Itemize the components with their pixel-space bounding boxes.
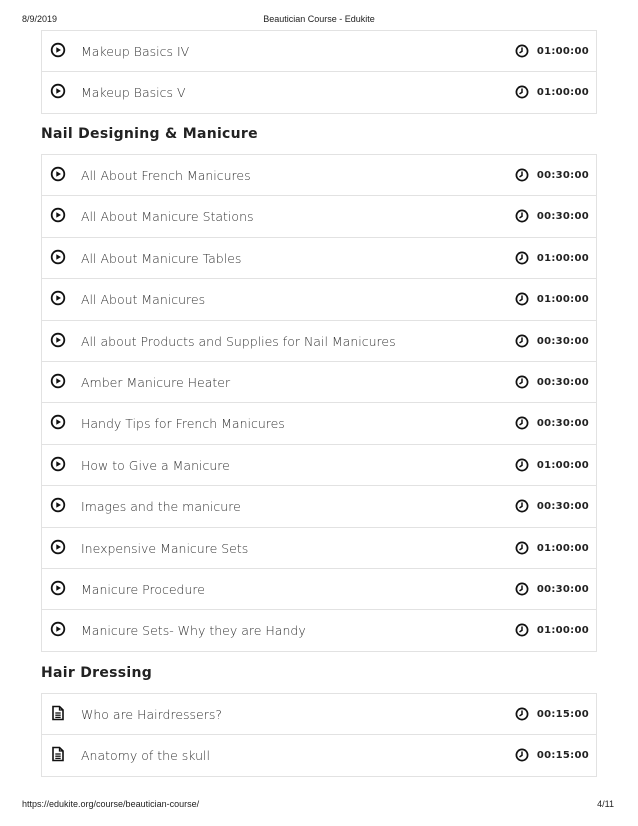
lesson-duration: 00:30:00 — [536, 418, 589, 430]
print-title: Beautician Course - Edukite — [263, 14, 375, 24]
lesson-row[interactable] — [42, 694, 596, 735]
document-icon — [50, 746, 66, 762]
clock-icon — [515, 44, 529, 58]
lesson-duration: 01:00:00 — [536, 625, 589, 637]
print-header — [0, 14, 638, 28]
lesson-row[interactable] — [42, 72, 596, 113]
clock-icon — [515, 582, 529, 596]
play-circle-icon — [50, 456, 66, 472]
lesson-duration: 01:00:00 — [536, 87, 589, 99]
play-circle-icon — [50, 290, 66, 306]
lesson-row[interactable] — [42, 238, 596, 279]
lesson-row[interactable] — [42, 155, 596, 196]
lesson-row[interactable] — [42, 279, 596, 320]
lesson-row[interactable] — [42, 403, 596, 444]
play-circle-icon — [50, 580, 66, 596]
play-circle-icon — [50, 249, 66, 265]
lesson-title[interactable]: All About French Manicures — [81, 168, 251, 183]
lesson-title[interactable]: All About Manicure Stations — [81, 209, 254, 225]
lesson-duration: 00:30:00 — [536, 501, 589, 513]
lesson-title[interactable]: Handy Tips for French Manicures — [81, 416, 285, 432]
lesson-duration: 00:15:00 — [536, 750, 589, 762]
document-icon — [50, 705, 66, 721]
print-footer — [0, 799, 638, 813]
lesson-row[interactable] — [42, 610, 596, 651]
lesson-duration: 01:00:00 — [536, 459, 589, 471]
clock-icon — [515, 209, 529, 223]
lesson-row[interactable] — [42, 321, 596, 362]
lesson-title[interactable]: All about Products and Supplies for Nail Manicures — [81, 333, 396, 349]
clock-icon — [515, 168, 529, 182]
lesson-row[interactable] — [42, 445, 596, 486]
clock-icon — [515, 334, 529, 348]
lesson-row[interactable] — [42, 735, 596, 776]
play-circle-icon — [50, 166, 66, 182]
clock-icon — [515, 375, 529, 389]
lesson-title[interactable]: Manicure Sets- Why they are Handy — [81, 623, 306, 639]
section-heading: Hair Dressing — [41, 665, 153, 681]
clock-icon — [515, 707, 529, 721]
print-date: 8/9/2019 — [22, 14, 58, 24]
lesson-row[interactable] — [42, 486, 596, 527]
lesson-row[interactable] — [42, 31, 596, 72]
lesson-list — [41, 30, 597, 114]
play-circle-icon — [50, 42, 66, 58]
clock-icon — [515, 458, 529, 472]
lesson-row[interactable] — [42, 196, 596, 237]
lesson-title[interactable]: Makeup Basics V — [81, 85, 186, 101]
play-circle-icon — [50, 414, 66, 430]
play-circle-icon — [50, 373, 66, 389]
lesson-duration: 01:00:00 — [536, 542, 589, 554]
lesson-title[interactable]: Who are Hairdressers? — [81, 707, 223, 722]
clock-icon — [515, 251, 529, 265]
lesson-duration: 00:30:00 — [536, 583, 589, 595]
lesson-duration: 01:00:00 — [536, 294, 589, 306]
clock-icon — [515, 748, 529, 762]
lesson-duration: 00:30:00 — [536, 170, 589, 181]
lesson-duration: 00:30:00 — [536, 335, 589, 347]
print-url: https://edukite.org/course/beautician-course/ — [22, 799, 200, 809]
page-number: 4/11 — [597, 799, 614, 809]
clock-icon — [515, 85, 529, 99]
clock-icon — [515, 541, 529, 555]
play-circle-icon — [50, 83, 66, 99]
play-circle-icon — [50, 539, 66, 555]
lesson-title[interactable]: Anatomy of the skull — [81, 748, 210, 764]
lesson-title[interactable]: Manicure Procedure — [81, 581, 205, 597]
clock-icon — [515, 416, 529, 430]
lesson-title[interactable]: Makeup Basics IV — [81, 44, 190, 59]
lesson-title[interactable]: All About Manicures — [81, 292, 206, 308]
play-circle-icon — [50, 332, 66, 348]
lesson-title[interactable]: Inexpensive Manicure Sets — [81, 540, 249, 556]
play-circle-icon — [50, 621, 66, 637]
play-circle-icon — [50, 207, 66, 223]
lesson-duration: 00:30:00 — [536, 211, 589, 223]
lesson-title[interactable]: How to Give a Manicure — [81, 457, 230, 473]
lesson-title[interactable]: Images and the manicure — [81, 499, 241, 515]
clock-icon — [515, 623, 529, 637]
section-heading: Nail Designing & Manicure — [41, 126, 258, 142]
lesson-list — [41, 693, 597, 777]
lesson-title[interactable]: All About Manicure Tables — [81, 250, 242, 266]
lesson-row[interactable] — [42, 569, 596, 610]
clock-icon — [515, 292, 529, 306]
lesson-list — [41, 154, 597, 652]
lesson-duration: 01:00:00 — [536, 46, 589, 57]
clock-icon — [515, 499, 529, 513]
lesson-duration: 01:00:00 — [536, 252, 589, 264]
lesson-duration: 00:15:00 — [536, 709, 589, 720]
lesson-row[interactable] — [42, 528, 596, 569]
lesson-duration: 00:30:00 — [536, 376, 589, 388]
lesson-title[interactable]: Amber Manicure Heater — [81, 374, 231, 390]
play-circle-icon — [50, 497, 66, 513]
lesson-row[interactable] — [42, 362, 596, 403]
